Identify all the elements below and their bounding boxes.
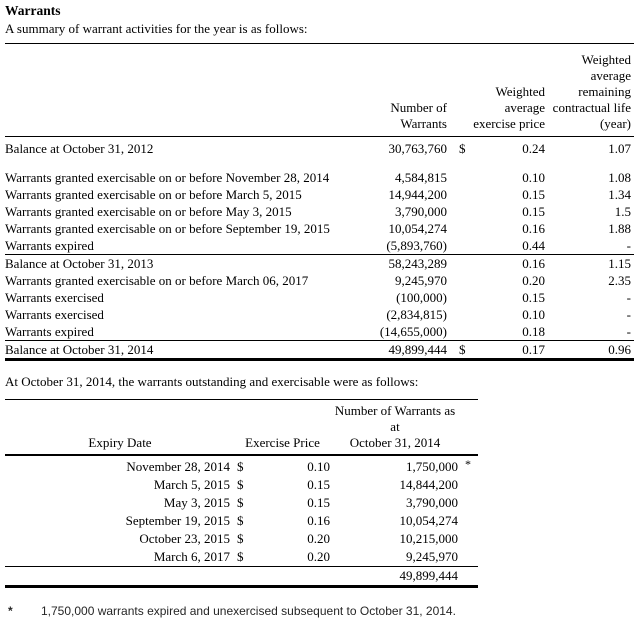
header-line: average	[590, 68, 631, 83]
cell-currency: $	[237, 495, 244, 510]
cell-warrants: (5,893,760)	[386, 238, 447, 253]
warrant-activity-table	[5, 43, 634, 361]
table-row	[5, 169, 634, 186]
cell-currency	[447, 306, 471, 323]
cell-price: 0.15	[522, 204, 545, 219]
cell-price: 0.16	[471, 255, 545, 273]
table-row	[5, 186, 634, 203]
header-line: exercise price	[473, 116, 545, 131]
cell-warrants: (2,834,815)	[386, 307, 447, 322]
cell-warrants: 14,844,200	[399, 477, 458, 492]
cell-expiry: March 5, 2015	[153, 477, 230, 492]
header-weighted-average-exercise-price	[447, 44, 545, 137]
cell-currency: $	[237, 549, 244, 564]
cell-life: 1.15	[545, 255, 634, 273]
cell-price: 0.20	[522, 273, 545, 288]
footnote-marker	[460, 512, 478, 530]
cell-price: 0.15	[522, 187, 545, 202]
row-label: Warrants granted exercisable on or before September 19, 2015	[5, 221, 330, 236]
cell-price: 0.16	[522, 221, 545, 236]
cell-life: 1.08	[608, 170, 631, 185]
table-row	[5, 306, 634, 323]
cell-total-warrants: 49,899,444	[330, 566, 460, 586]
header-line: Warrants	[400, 116, 447, 131]
table-row	[5, 289, 634, 306]
cell-price: 0.44	[522, 238, 545, 253]
header-expiry-date: Expiry Date	[5, 400, 235, 456]
cell-warrants: 1,750,000	[406, 459, 458, 474]
cell-life: 1.34	[608, 187, 631, 202]
cell-warrants: (14,655,000)	[379, 324, 447, 339]
cell-warrants: 14,944,200	[388, 187, 447, 202]
cell-life: 1.07	[608, 141, 631, 156]
header-exercise-price: Exercise Price	[235, 400, 330, 456]
cell-warrants: 10,054,274	[399, 513, 458, 528]
header-line: average	[504, 100, 545, 115]
footnote-marker	[460, 530, 478, 548]
cell-life: -	[626, 307, 631, 322]
row-label: Warrants granted exercisable on or before March 5, 2015	[5, 187, 302, 202]
cell-life: 1.5	[614, 204, 631, 219]
cell-currency	[447, 220, 471, 237]
cell-price: 0.16	[307, 513, 330, 528]
spacer-row	[5, 157, 634, 169]
table-row	[5, 220, 634, 237]
table-header-row	[5, 44, 634, 137]
footnote-marker	[460, 548, 478, 567]
table-header-row	[5, 400, 478, 456]
header-line: contractual life	[552, 100, 631, 115]
table-row	[5, 323, 634, 341]
row-label: Balance at October 31, 2014	[5, 341, 321, 360]
cell-price: 0.17	[471, 341, 545, 360]
cell-price: 0.10	[307, 459, 330, 474]
row-label: Warrants granted exercisable on or before November 28, 2014	[5, 170, 330, 185]
cell-warrants: 58,243,289	[321, 255, 447, 273]
row-label: Warrants expired	[5, 324, 94, 339]
header-empty	[5, 44, 321, 137]
cell-life: -	[626, 290, 631, 305]
cell-life: 1.88	[608, 221, 631, 236]
table-row	[5, 203, 634, 220]
cell-currency	[447, 289, 471, 306]
cell-empty	[235, 566, 257, 586]
cell-warrants: 10,215,000	[399, 531, 458, 546]
footnote-text: 1,750,000 warrants expired and unexercised subsequent to October 31, 2014.	[41, 603, 456, 618]
cell-price: 0.10	[522, 170, 545, 185]
table-row-total	[5, 566, 478, 586]
table-row-balance-2012	[5, 137, 634, 158]
cell-empty	[460, 566, 478, 586]
cell-currency: $	[237, 531, 244, 546]
cell-price: 0.15	[307, 495, 330, 510]
header-contractual-life	[545, 44, 634, 137]
footnote-marker	[460, 494, 478, 512]
row-label: Balance at October 31, 2012	[5, 141, 154, 156]
warrants-outstanding-table	[5, 399, 478, 588]
cell-life: -	[626, 238, 631, 253]
table-row	[5, 530, 478, 548]
cell-currency	[447, 203, 471, 220]
table-row	[5, 494, 478, 512]
cell-life: -	[626, 324, 631, 339]
table-row	[5, 512, 478, 530]
cell-expiry: September 19, 2015	[125, 513, 230, 528]
header-line: October 31, 2014	[349, 435, 441, 450]
cell-warrants: 9,245,970	[406, 549, 458, 564]
cell-empty	[5, 566, 235, 586]
cell-warrants: 3,790,000	[395, 204, 447, 219]
footnote-marker	[460, 455, 478, 476]
row-label: Warrants granted exercisable on or before May 3, 2015	[5, 204, 292, 219]
cell-currency: $	[237, 459, 244, 474]
footnote	[5, 604, 633, 619]
cell-warrants: (100,000)	[396, 290, 447, 305]
cell-expiry: November 28, 2014	[126, 459, 230, 474]
cell-currency	[447, 186, 471, 203]
cell-price: 0.24	[522, 141, 545, 156]
cell-price: 0.15	[522, 290, 545, 305]
header-line: Weighted	[581, 52, 631, 67]
cell-price: 0.20	[307, 549, 330, 564]
table-row	[5, 455, 478, 476]
cell-price: 0.18	[522, 324, 545, 339]
table-row-balance-2014	[5, 341, 634, 360]
cell-currency	[447, 255, 471, 273]
table-row	[5, 476, 478, 494]
cell-warrants: 10,054,274	[388, 221, 447, 236]
cell-price: 0.15	[307, 477, 330, 492]
cell-price: 0.20	[307, 531, 330, 546]
header-number-of-warrants	[321, 44, 447, 137]
cell-warrants: 30,763,760	[388, 141, 447, 156]
section-title: Warrants	[5, 3, 61, 18]
row-label: Balance at October 31, 2013	[5, 255, 321, 273]
row-label: Warrants expired	[5, 238, 94, 253]
cell-warrants: 49,899,444	[321, 341, 447, 360]
intro-text-2: At October 31, 2014, the warrants outstanding and exercisable were as follows:	[5, 374, 419, 389]
cell-currency: $	[447, 341, 471, 360]
header-number-of-warrants	[330, 400, 460, 456]
cell-currency: $	[237, 477, 244, 492]
cell-currency: $	[459, 141, 466, 156]
row-label: Warrants granted exercisable on or before March 06, 2017	[5, 273, 309, 288]
header-line: (year)	[599, 116, 631, 131]
row-label: Warrants exercised	[5, 307, 104, 322]
intro-text-1: A summary of warrant activities for the year is as follows:	[5, 21, 308, 36]
cell-currency	[447, 169, 471, 186]
table-row	[5, 237, 634, 255]
cell-empty	[257, 566, 330, 586]
cell-currency	[447, 272, 471, 289]
header-line: Weighted	[495, 84, 545, 99]
cell-price: 0.10	[522, 307, 545, 322]
header-line: Number of Warrants as at	[334, 403, 456, 434]
table-row	[5, 272, 634, 289]
cell-expiry: October 23, 2015	[139, 531, 230, 546]
header-line: Number of	[390, 100, 447, 115]
footnote-marker	[460, 476, 478, 494]
cell-warrants: 3,790,000	[406, 495, 458, 510]
cell-currency	[447, 323, 471, 341]
table-row	[5, 548, 478, 567]
asterisk: *	[465, 457, 471, 471]
header-line: remaining	[578, 84, 631, 99]
cell-expiry: March 6, 2017	[153, 549, 230, 564]
cell-warrants: 4,584,815	[395, 170, 447, 185]
header-empty	[460, 400, 478, 456]
cell-warrants: 9,245,970	[395, 273, 447, 288]
cell-expiry: May 3, 2015	[163, 495, 230, 510]
cell-life: 0.96	[545, 341, 634, 360]
cell-currency: $	[237, 513, 244, 528]
footnote-asterisk: *	[8, 603, 13, 618]
table-row-balance-2013	[5, 255, 634, 273]
cell-currency	[447, 237, 471, 255]
row-label: Warrants exercised	[5, 290, 104, 305]
cell-life: 2.35	[608, 273, 631, 288]
